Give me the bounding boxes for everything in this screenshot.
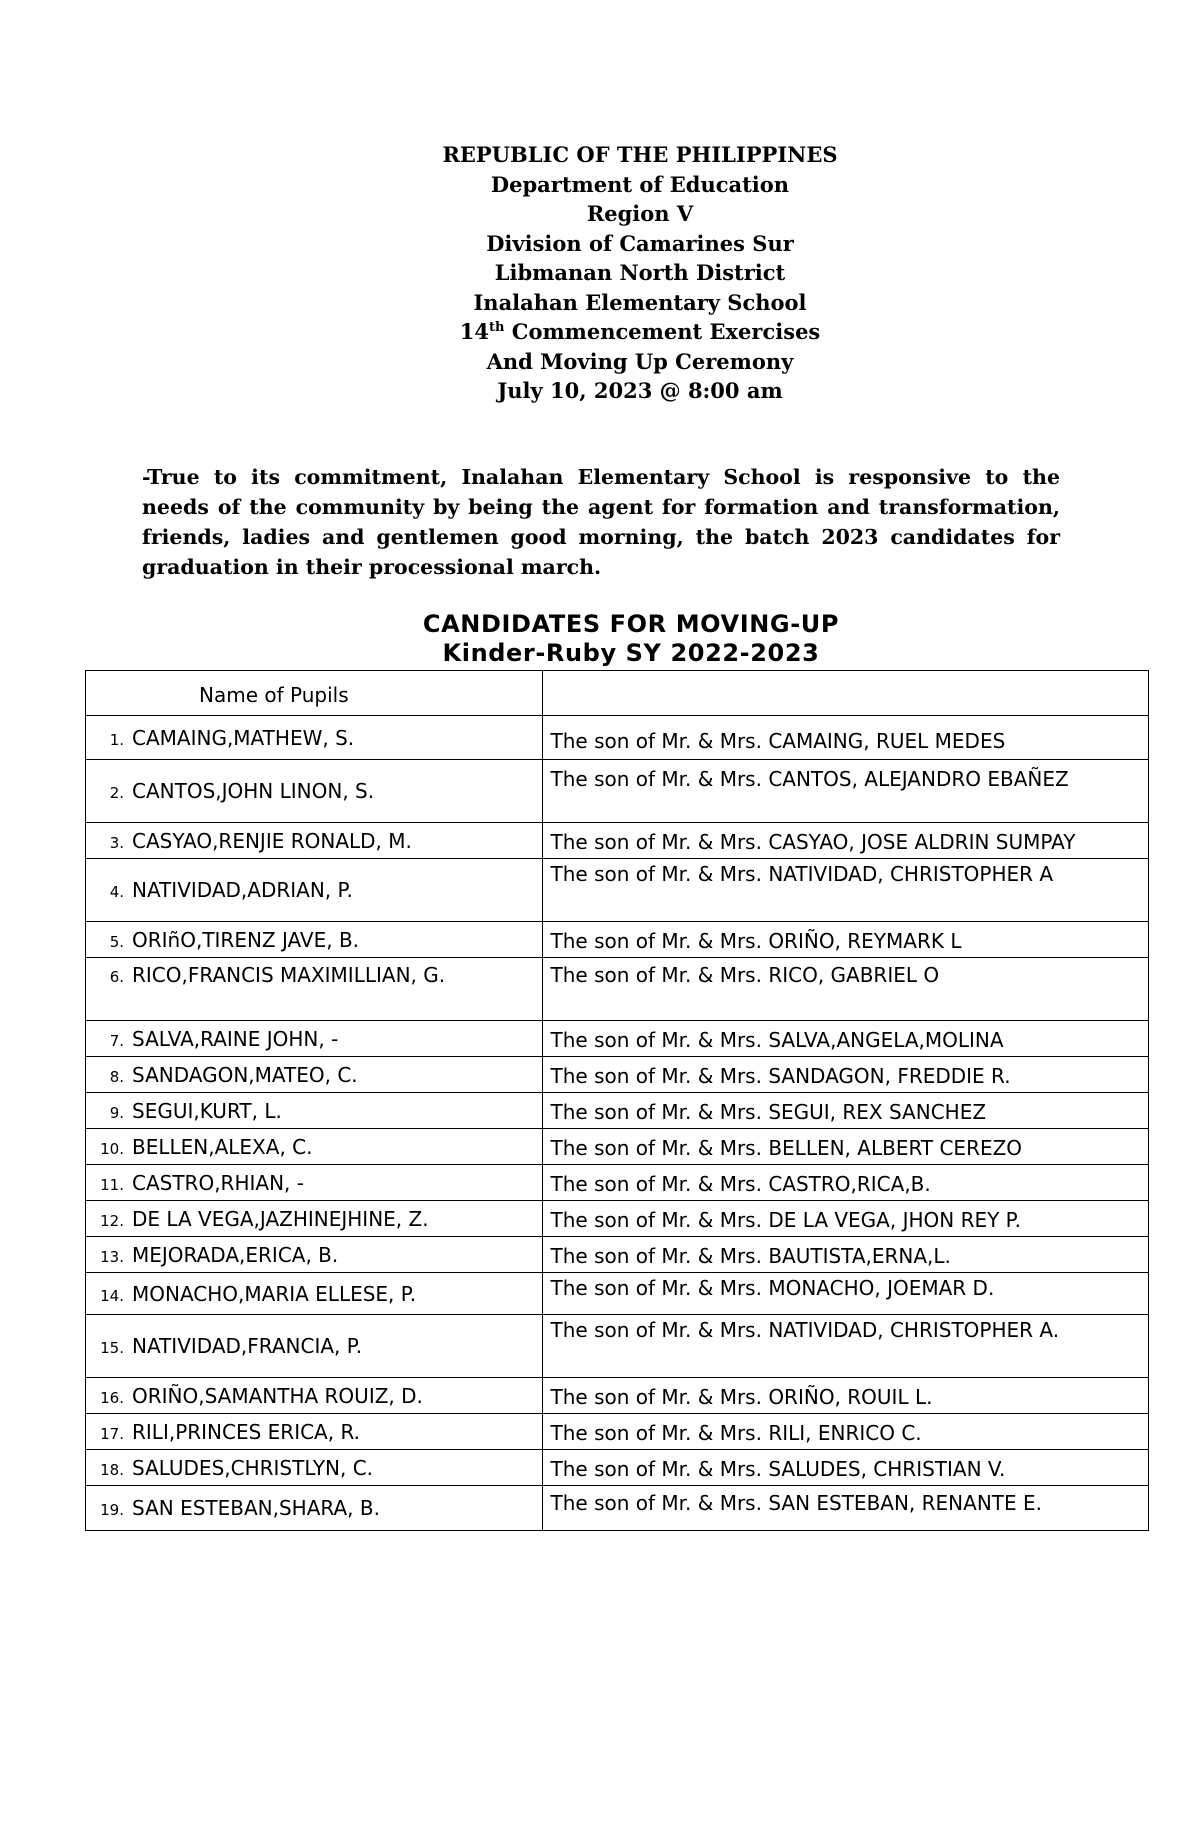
pupil-cell <box>86 1165 543 1201</box>
pupil-name: CAMAING,MATHEW, S. <box>132 725 355 750</box>
row-number: 18. <box>100 1460 124 1479</box>
row-number: 16. <box>100 1388 124 1407</box>
row-number: 15. <box>100 1339 124 1357</box>
pupil-name: MONACHO,MARIA ELLESE, P. <box>132 1281 417 1306</box>
row-number: 6. <box>109 968 124 986</box>
pupil-name: MEJORADA,ERICA, B. <box>132 1242 339 1267</box>
parent-text: The son of Mr. & Mrs. DE LA VEGA, JHON REY P. <box>550 1208 1021 1232</box>
table-row <box>86 1201 1149 1237</box>
pupil-cell <box>86 1057 543 1093</box>
parent-cell <box>542 716 1148 760</box>
parent-text: The son of Mr. & Mrs. SAN ESTEBAN, RENANTE E. <box>550 1491 1042 1515</box>
pupil-name: ORIñO,TIRENZ JAVE, B. <box>132 927 360 952</box>
pupil-name: SEGUI,KURT, L. <box>132 1098 282 1123</box>
pupil-cell <box>86 1414 543 1450</box>
pupil-cell <box>86 1486 543 1531</box>
candidates-subtitle: Kinder-Ruby SY 2022-2023 <box>442 639 820 667</box>
parent-text: The son of Mr. & Mrs. RILI, ENRICO C. <box>550 1421 922 1445</box>
table-row <box>86 1237 1149 1273</box>
pupil-cell <box>86 1315 543 1378</box>
candidates-title: CANDIDATES FOR MOVING-UP <box>422 610 840 638</box>
table-row <box>86 716 1149 760</box>
parent-cell <box>542 1315 1148 1378</box>
table-row <box>86 922 1149 958</box>
pupil-cell <box>86 1093 543 1129</box>
parent-cell <box>542 1021 1148 1057</box>
parent-cell <box>542 1201 1148 1237</box>
pupil-name: SALUDES,CHRISTLYN, C. <box>132 1455 374 1480</box>
table-row <box>86 1414 1149 1450</box>
parent-cell <box>542 859 1148 922</box>
parent-cell <box>542 1057 1148 1093</box>
parent-text: The son of Mr. & Mrs. ORIÑO, ROUIL L. <box>550 1385 933 1409</box>
parent-text: The son of Mr. & Mrs. BAUTISTA,ERNA,L. <box>550 1244 951 1268</box>
header-department: Department of Education <box>490 171 790 197</box>
parent-text: The son of Mr. & Mrs. NATIVIDAD, CHRISTOPHER A <box>550 862 1054 886</box>
table-row <box>86 958 1149 1021</box>
pupil-cell <box>86 1378 543 1414</box>
parent-cell <box>542 958 1148 1021</box>
table-row <box>86 1165 1149 1201</box>
parent-text: The son of Mr. & Mrs. CASYAO, JOSE ALDRIN SUMPAY <box>550 830 1076 854</box>
pupil-cell <box>86 1450 543 1486</box>
pupil-name: DE LA VEGA,JAZHINEJHINE, Z. <box>132 1206 429 1231</box>
header-commencement-suffix: th <box>488 320 505 335</box>
parent-cell <box>542 1486 1148 1531</box>
parent-cell <box>542 922 1148 958</box>
table-row <box>86 823 1149 859</box>
header-region: Region V <box>586 201 694 226</box>
parent-text: The son of Mr. & Mrs. SEGUI, REX SANCHEZ <box>550 1100 987 1124</box>
table-row <box>86 1273 1149 1315</box>
pupil-name: ORIÑO,SAMANTHA ROUIZ, D. <box>132 1383 423 1408</box>
letterhead <box>0 140 1200 406</box>
pupil-name: RICO,FRANCIS MAXIMILLIAN, G. <box>132 963 446 987</box>
row-number: 14. <box>100 1286 124 1305</box>
pupil-cell <box>86 922 543 958</box>
parent-cell <box>542 1273 1148 1315</box>
parent-text: The son of Mr. & Mrs. SALVA,ANGELA,MOLINA <box>550 1028 1004 1052</box>
pupil-name: NATIVIDAD,ADRIAN, P. <box>132 878 353 902</box>
table-row <box>86 859 1149 922</box>
row-number: 2. <box>109 784 124 802</box>
pupil-cell <box>86 1021 543 1057</box>
row-number: 13. <box>100 1247 124 1266</box>
header-district: Libmanan North District <box>494 260 786 285</box>
parent-text: The son of Mr. & Mrs. NATIVIDAD, CHRISTOPHER A. <box>550 1318 1060 1342</box>
header-cell-name <box>86 671 543 716</box>
parent-text: The son of Mr. & Mrs. SANDAGON, FREDDIE R. <box>550 1064 1011 1088</box>
pupil-cell <box>86 958 543 1021</box>
row-number: 3. <box>109 833 124 852</box>
intro-paragraph: -True to its commitment, Inalahan Elementary School is responsive to the needs of the community by being the agent for formation and transformation, friends, ladies and gentlemen good morning, the batch 2023 candidates for graduation in their processional march. <box>142 465 1060 579</box>
parent-cell <box>542 823 1148 859</box>
column-header-name: Name of Pupils <box>199 683 349 707</box>
parent-cell <box>542 1165 1148 1201</box>
table-row <box>86 1315 1149 1378</box>
table-row <box>86 1450 1149 1486</box>
row-number: 19. <box>100 1501 124 1519</box>
row-number: 17. <box>100 1424 124 1443</box>
parent-text: The son of Mr. & Mrs. CASTRO,RICA,B. <box>550 1172 931 1196</box>
table-row <box>86 1486 1149 1531</box>
table-row <box>86 760 1149 823</box>
table-row <box>86 1129 1149 1165</box>
header-cell-parent <box>542 671 1148 716</box>
parent-cell <box>542 1093 1148 1129</box>
pupil-cell <box>86 859 543 922</box>
pupil-cell <box>86 1273 543 1315</box>
pupil-cell <box>86 823 543 859</box>
parent-cell <box>542 760 1148 823</box>
parent-cell <box>542 1129 1148 1165</box>
pupil-name: SALVA,RAINE JOHN, - <box>132 1026 339 1051</box>
parent-text: The son of Mr. & Mrs. SALUDES, CHRISTIAN V. <box>550 1457 1006 1481</box>
table-row <box>86 1378 1149 1414</box>
row-number: 11. <box>100 1175 124 1194</box>
header-commencement <box>0 317 1200 347</box>
header-division: Division of Camarines Sur <box>486 230 794 256</box>
pupil-cell <box>86 716 543 760</box>
parent-text: The son of Mr. & Mrs. CANTOS, ALEJANDRO EBAÑEZ <box>550 767 1069 791</box>
parent-text: The son of Mr. & Mrs. RICO, GABRIEL O <box>550 963 940 987</box>
pupil-cell <box>86 1129 543 1165</box>
pupil-cell <box>86 1237 543 1273</box>
parent-text: The son of Mr. & Mrs. CAMAING, RUEL MEDES <box>550 729 1006 753</box>
parent-text: The son of Mr. & Mrs. BELLEN, ALBERT CEREZO <box>550 1136 1023 1160</box>
table-header-row <box>86 671 1149 716</box>
pupil-name: RILI,PRINCES ERICA, R. <box>132 1419 360 1444</box>
row-number: 8. <box>109 1067 124 1086</box>
parent-cell <box>542 1414 1148 1450</box>
row-number: 7. <box>109 1031 124 1050</box>
pupil-name: CASYAO,RENJIE RONALD, M. <box>132 828 412 853</box>
pupil-name: CANTOS,JOHN LINON, S. <box>132 779 375 803</box>
header-republic: REPUBLIC OF THE PHILIPPINES <box>442 142 838 167</box>
header-school: Inalahan Elementary School <box>473 289 807 315</box>
parent-text: The son of Mr. & Mrs. ORIÑO, REYMARK L <box>550 929 962 953</box>
pupil-name: NATIVIDAD,FRANCIA, P. <box>132 1334 363 1358</box>
header-ceremony: And Moving Up Ceremony <box>486 348 794 374</box>
header-commencement-text: Commencement Exercises <box>504 319 821 344</box>
candidates-heading <box>0 610 1200 668</box>
pupil-cell <box>86 760 543 823</box>
row-number: 4. <box>109 883 124 901</box>
header-commencement-number: 14 <box>459 319 489 344</box>
row-number: 5. <box>109 932 124 951</box>
row-number: 9. <box>109 1103 124 1122</box>
pupil-name: SAN ESTEBAN,SHARA, B. <box>132 1496 380 1520</box>
parent-cell <box>542 1450 1148 1486</box>
table-row <box>86 1093 1149 1129</box>
row-number: 10. <box>100 1139 124 1158</box>
pupil-name: BELLEN,ALEXA, C. <box>132 1134 313 1159</box>
pupil-name: CASTRO,RHIAN, - <box>132 1170 304 1195</box>
row-number: 12. <box>100 1211 124 1230</box>
table-row <box>86 1057 1149 1093</box>
parent-cell <box>542 1378 1148 1414</box>
parent-text: The son of Mr. & Mrs. MONACHO, JOEMAR D. <box>550 1276 995 1300</box>
parent-cell <box>542 1237 1148 1273</box>
pupils-table <box>85 670 1149 1531</box>
pupil-name: SANDAGON,MATEO, C. <box>132 1062 358 1087</box>
pupil-cell <box>86 1201 543 1237</box>
table-row <box>86 1021 1149 1057</box>
header-date: July 10, 2023 @ 8:00 am <box>497 378 783 403</box>
row-number: 1. <box>109 730 124 749</box>
